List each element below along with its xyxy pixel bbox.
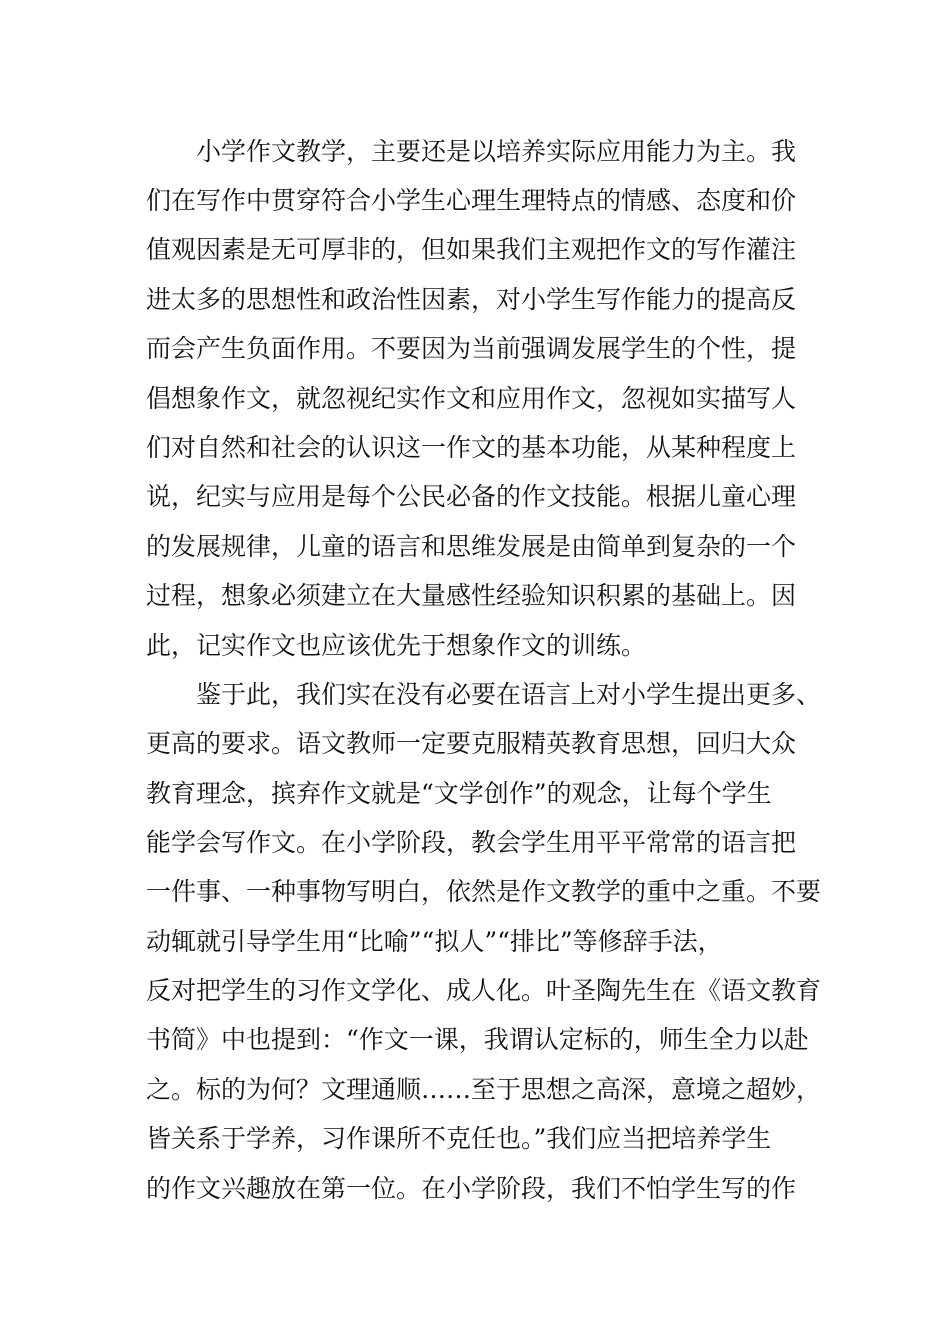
- text-line: 一件事、一种事物写明白，依然是作文教学的重中之重。不要: [146, 877, 822, 906]
- text-line: 的发展规律，儿童的语言和思维发展是由简单到复杂的一个: [146, 532, 797, 561]
- text-line: 书简》中也提到：“作文一课，我谓认定标的，师生全力以赴: [146, 1025, 809, 1054]
- text-line: 此，记实作文也应该优先于想象作文的训练。: [146, 631, 647, 660]
- text-line: 们对自然和社会的认识这一作文的基本功能，从某种程度上: [146, 433, 797, 462]
- text-line: 皆关系于学养，习作课所不克任也。”我们应当把培养学生: [146, 1124, 772, 1153]
- text-line: 动辄就引导学生用“比喻”“拟人”“排比”等修辞手法，: [146, 927, 723, 956]
- text-line: 们在写作中贯穿符合小学生心理生理特点的情感、态度和价: [146, 186, 797, 215]
- text-line: 鉴于此，我们实在没有必要在语言上对小学生提出更多、: [196, 680, 822, 709]
- text-line: 进太多的思想性和政治性因素，对小学生写作能力的提高反: [146, 285, 797, 314]
- text-line: 说，纪实与应用是每个公民必备的作文技能。根据儿童心理: [146, 482, 797, 511]
- text-line: 能学会写作文。在小学阶段，教会学生用平平常常的语言把: [146, 828, 797, 857]
- text-line: 反对把学生的习作文学化、成人化。叶圣陶先生在《语文教育: [146, 976, 822, 1005]
- text-line: 倡想象作文，就忽视纪实作文和应用作文，忽视如实描写人: [146, 384, 797, 413]
- text-line: 之。标的为何？文理通顺……至于思想之高深，意境之超妙，: [146, 1075, 822, 1104]
- text-line: 小学作文教学，主要还是以培养实际应用能力为主。我: [196, 137, 797, 166]
- text-line: 的作文兴趣放在第一位。在小学阶段，我们不怕学生写的作: [146, 1174, 797, 1203]
- text-line: 教育理念，摈弃作文就是“文学创作”的观念，让每个学生: [146, 779, 772, 808]
- text-line: 值观因素是无可厚非的，但如果我们主观把作文的写作灌注: [146, 235, 797, 264]
- text-line: 而会产生负面作用。不要因为当前强调发展学生的个性，提: [146, 334, 797, 363]
- text-line: 过程，想象必须建立在大量感性经验知识积累的基础上。因: [146, 581, 797, 610]
- text-line: 更高的要求。语文教师一定要克服精英教育思想，回归大众: [146, 729, 797, 758]
